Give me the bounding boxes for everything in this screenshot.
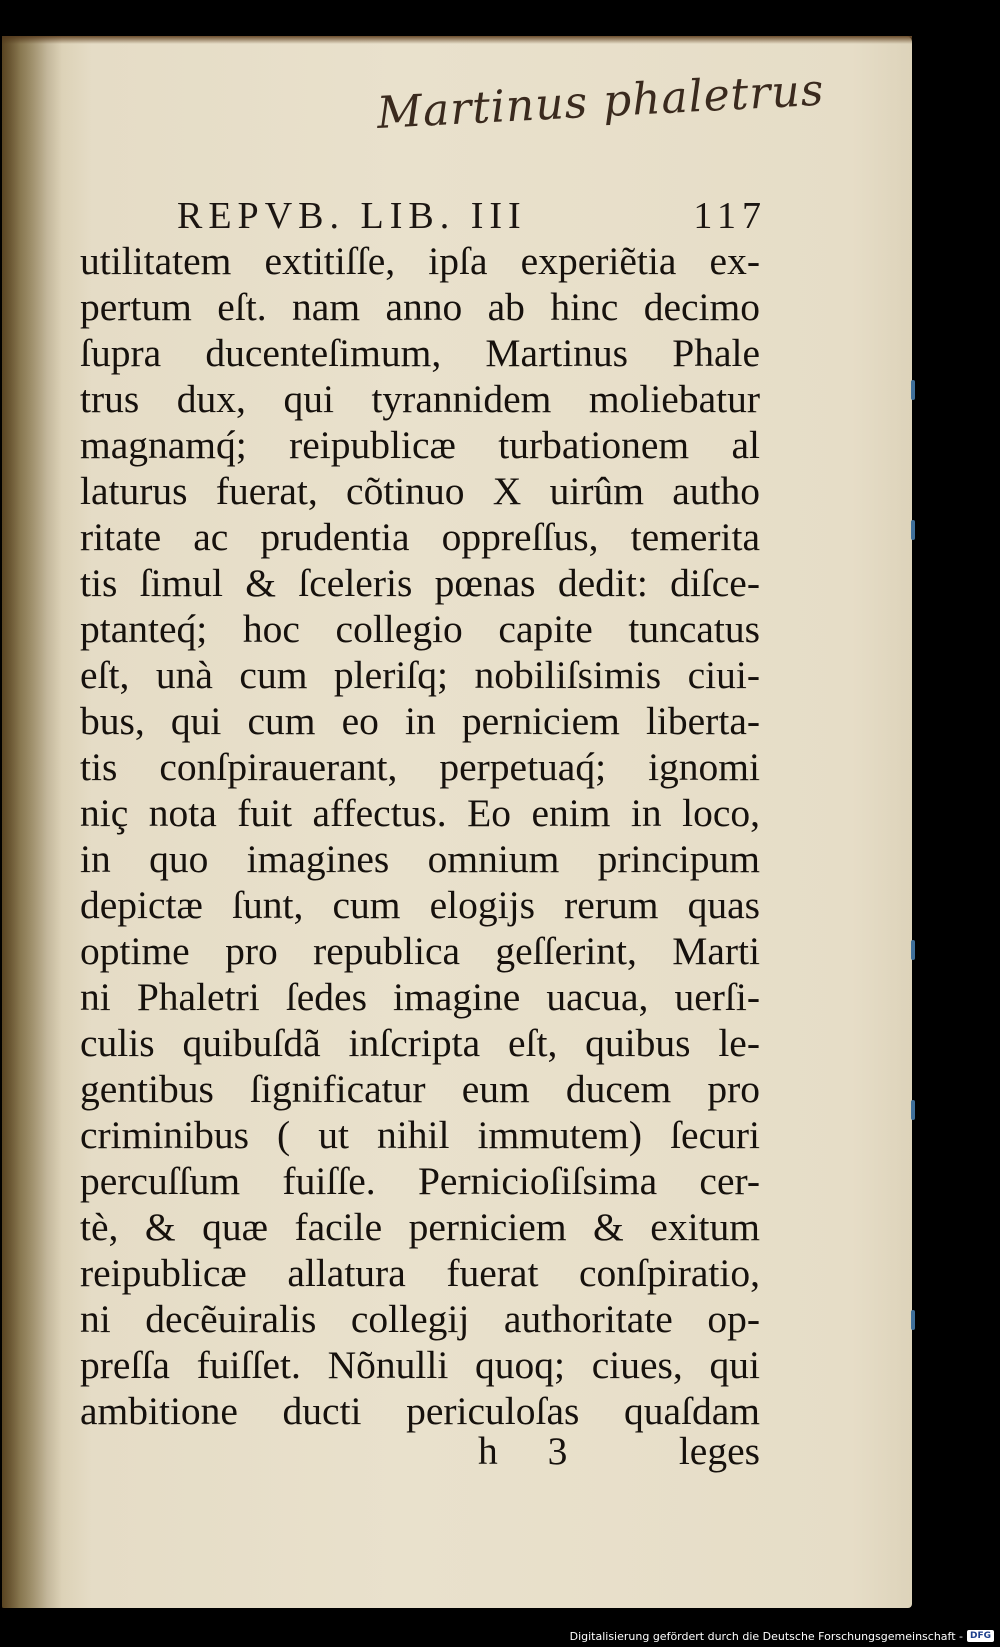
text-block [80,238,760,1434]
text-line: ni Phaletri ſedes imagine uacua, uerſi- [80,975,760,1019]
edge-speck [911,520,915,540]
footer-credit-text: Digitalisierung gefördert durch die Deutsche Forschungsgemeinschaft - [569,1629,963,1643]
running-title: REPVB. LIB. III [177,195,527,237]
text-line: preſſa fuiſſet. Nõnulli quoq; ciues, qui [80,1343,760,1387]
signature-mark: h 3 [478,1429,588,1473]
text-line: optime pro republica geſſerint, Marti [80,929,760,973]
book-page [2,36,912,1608]
text-line: reipublicæ allatura fuerat conſpiratio, [80,1251,760,1295]
edge-speck [911,1100,915,1120]
text-line: ſupra ducenteſimum, Martinus Phale [80,331,760,375]
text-line: ritate ac prudentia oppreſſus, temerita [80,515,760,559]
catchline [478,1428,760,1478]
text-line: laturus fuerat, cõtinuo X uirûm autho [80,469,760,513]
text-line: gentibus ſignificatur eum ducem pro [80,1067,760,1111]
text-line: ni decẽuiralis collegij authoritate op- [80,1297,760,1341]
catchword: leges [678,1429,760,1473]
dfg-logo: DFG [967,1630,994,1642]
text-line: ambitione ducti periculoſas quaſdam [80,1389,760,1433]
text-line: culis quibuſdã inſcripta eſt, quibus le- [80,1021,760,1065]
edge-speck [911,940,915,960]
text-line: niç nota fuit affectus. Eo enim in loco, [80,791,760,835]
footer-credit [570,1628,994,1644]
text-line: pertum eſt. nam anno ab hinc decimo [80,285,760,329]
spine-shadow [2,36,62,1608]
edge-speck [911,380,915,400]
page-top-edge [2,36,912,44]
text-line: bus, qui cum eo in perniciem liberta- [80,699,760,743]
text-line: percuſſum fuiſſe. Pernicioſiſsima cer- [80,1159,760,1203]
text-line: ptanteq́; hoc collegio capite tuncatus [80,607,760,651]
running-head [177,194,767,244]
text-line: utilitatem extitiſſe, ipſa experiẽtia ex- [80,239,760,283]
folio-number: 117 [693,195,767,237]
text-line: tis ſimul & ſceleris pœnas dedit: diſce- [80,561,760,605]
page-edge-marks [910,380,918,1380]
edge-speck [911,1310,915,1330]
text-line: eſt, unà cum pleriſq; nobiliſsimis ciui- [80,653,760,697]
text-line: in quo imagines omnium principum [80,837,760,881]
text-line: depictæ ſunt, cum elogijs rerum quas [80,883,760,927]
handwritten-annotation: Martinus phaletrus [375,64,826,139]
text-line: magnamq́; reipublicæ turbationem al [80,423,760,467]
text-line: trus dux, qui tyrannidem moliebatur [80,377,760,421]
text-line: criminibus ( ut nihil immutem) ſecuri [80,1113,760,1157]
text-line: tè, & quæ facile perniciem & exitum [80,1205,760,1249]
text-line: tis conſpirauerant, perpetuaq́; ignomi [80,745,760,789]
